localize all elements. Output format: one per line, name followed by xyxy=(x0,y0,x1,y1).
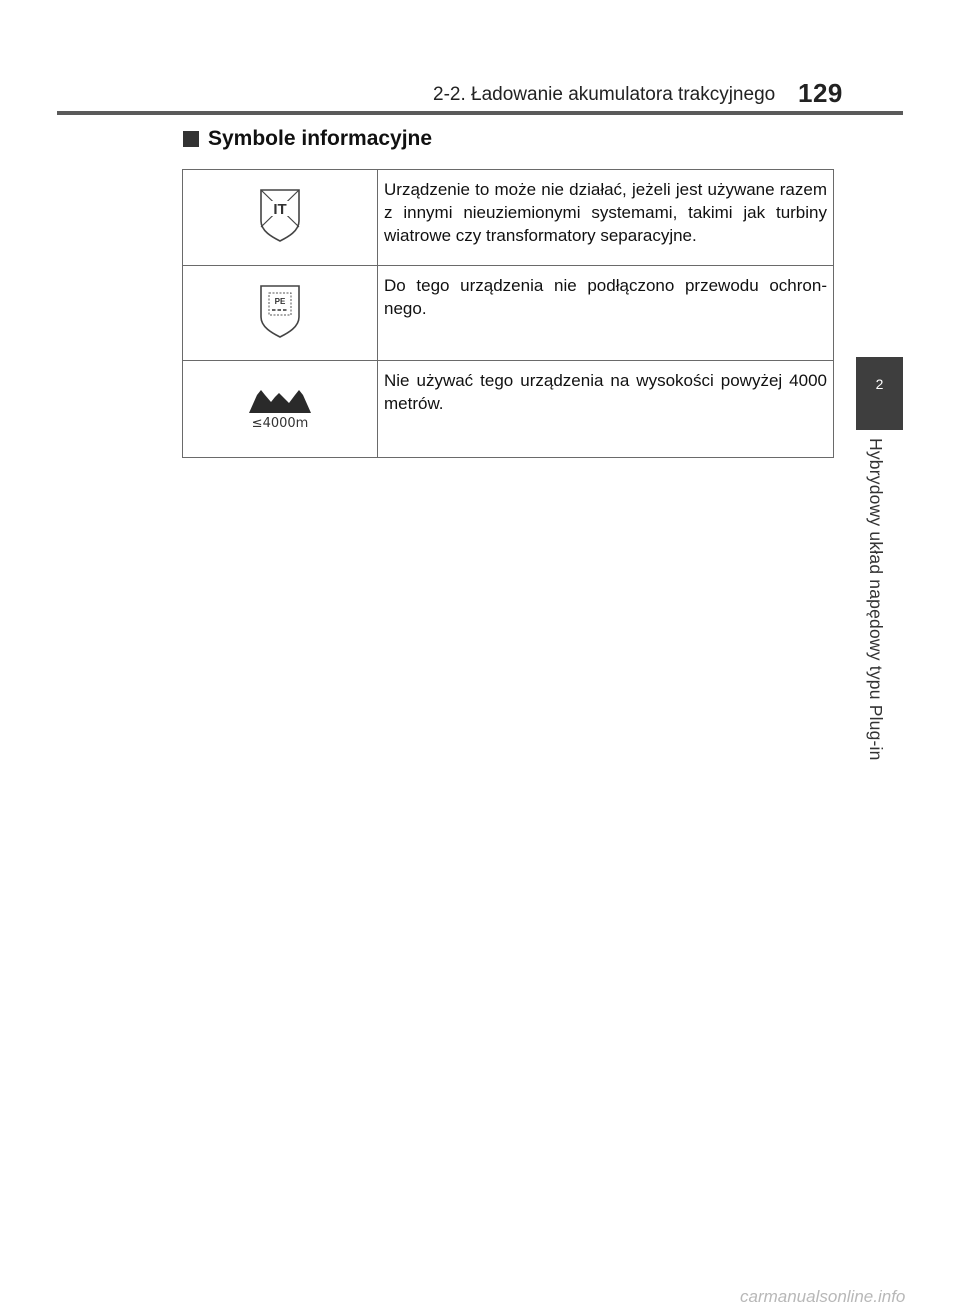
symbol-table xyxy=(182,169,834,458)
page-number: 129 xyxy=(798,78,843,108)
pe-symbol-label: PE xyxy=(274,296,286,306)
no-protective-earth-shield-icon xyxy=(258,283,302,339)
square-bullet-icon xyxy=(183,131,199,147)
header-divider xyxy=(57,111,903,115)
running-header-title: 2-2. Ładowanie akumulatora trakcyjnego xyxy=(433,84,776,105)
chapter-tab xyxy=(856,357,903,430)
watermark: carmanualsonline.info xyxy=(740,1287,906,1306)
symbol-cell xyxy=(183,266,378,361)
altitude-mountains-icon xyxy=(249,387,311,413)
chapter-number: 2 xyxy=(875,376,884,392)
table-row xyxy=(183,170,834,266)
symbol-cell xyxy=(183,361,378,458)
table-row xyxy=(183,266,834,361)
it-symbol-label: IT xyxy=(273,201,287,218)
symbol-description: Urządzenie to może nie działać, jeżeli jest używane razem z innymi nieuziemionymi systemami, takimi jak turbiny wiatrowe czy transformatory separacyjne. xyxy=(378,170,834,266)
section-heading xyxy=(183,127,432,151)
symbol-description: Do tego urządzenia nie podłączono przewodu ochron-nego. xyxy=(378,266,834,361)
it-system-shield-icon xyxy=(258,187,302,243)
chapter-title: Hybrydowy układ napędowy typu Plug-in xyxy=(866,438,886,761)
table-row xyxy=(183,361,834,458)
section-heading-text: Symbole informacyjne xyxy=(208,127,433,150)
altitude-limit-label: ≤4000m xyxy=(251,416,309,431)
symbol-cell xyxy=(183,170,378,266)
symbol-description: Nie używać tego urządzenia na wysokości powyżej 4000 metrów. xyxy=(378,361,834,458)
